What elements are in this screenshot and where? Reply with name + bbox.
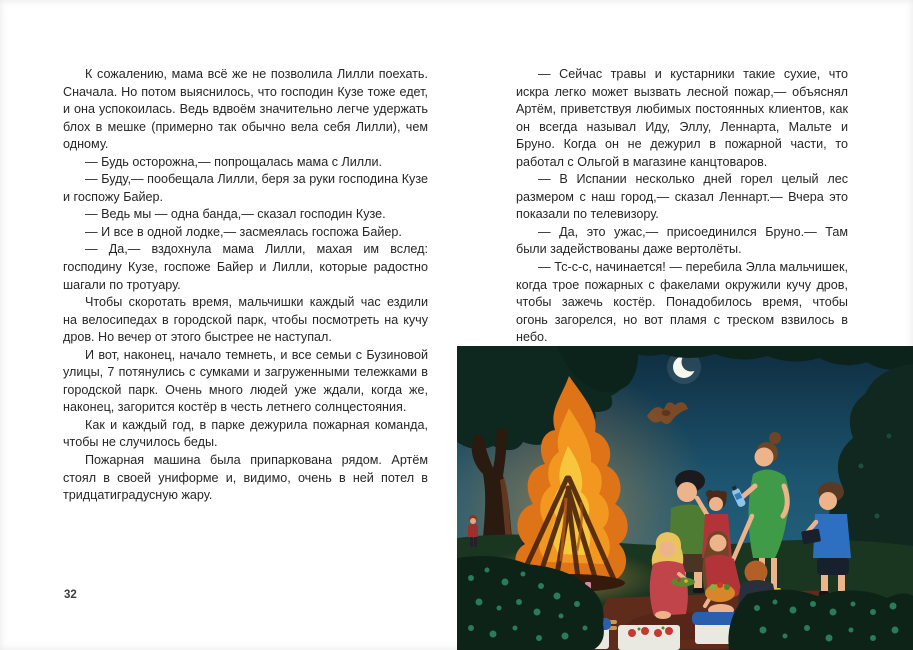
paragraph: Как и каждый год, в парке дежурила пожарная команда, чтобы не случилось беды. [63, 417, 428, 450]
left-page-text [63, 66, 428, 505]
paragraph: К сожалению, мама всё же не позволила Лилли поехать. Сначала. Но потом выяснилось, что господин Кузе тоже едет, и она успокоилась. Ведь вдвоём значительно легче удержать блох в мешке (примерно так обычно вела себя Лилли), чем одному. [63, 67, 428, 152]
paragraph: — Ведь мы — одна банда,— сказал господин Кузе. [85, 207, 386, 222]
paragraph: — Тс-с-с, начинается! — перебила Элла мальчишек, когда трое пожарных с факелами окружили кучу дров, чтобы зажечь костёр. Понадобилось время, чтобы огонь загорелся, но вот пламя с треском взвилось в небо. [516, 260, 848, 345]
page-number: 32 [64, 589, 77, 601]
bonfire-scene [457, 346, 913, 650]
paragraph: — И все в одной лодке,— засмеялась госпожа Байер. [85, 224, 402, 239]
paragraph: — Сейчас травы и кустарники такие сухие, что искра легко может вызвать лесной пожар,— объяснял Артём, приветствуя любимых постоянных клиентов, как он всегда называл Иду, Эллу, Леннарта, Мальте и Бруно. Когда он не дежурил в пожарной части, то работал с Ольгой в магазине канцтоваров. [516, 67, 848, 169]
paragraph: И вот, наконец, начало темнеть, и все семьи с Бузиновой улицы, 7 потянулись с сумками и загруженными тележками в городской парк. Очень много людей уже ждали, когда же, наконец, загорится костёр в честь летнего солнцестояния. [63, 347, 428, 415]
strawberry-box [618, 625, 680, 650]
paragraph: — Да, это ужас,— присоединился Бруно.— Там были задействованы даже вертолёты. [516, 224, 848, 257]
paragraph: — Буду,— пообещала Лилли, беря за руки господина Кузе и госпожу Байер. [63, 172, 428, 204]
bonfire-illustration [457, 346, 913, 650]
paragraph: Пожарная машина была припаркована рядом. Артём стоял в своей униформе и, видимо, очень в ней потел в тридцатиградусную жару. [63, 453, 428, 503]
right-page-text [516, 66, 848, 347]
paragraph: Чтобы скоротать время, мальчишки каждый час ездили на велосипедах в городской парк, чтобы посмотреть на кучу дров. Но вечер от этого быстрее не наступал. [63, 295, 428, 345]
paragraph: — Будь осторожна,— попрощалась мама с Лилли. [85, 154, 383, 169]
paragraph: — В Испании несколько дней горел целый лес размером с наш город,— сказал Леннарт.— Вчера это показали по телевизору. [516, 172, 848, 222]
paragraph: — Да,— вздохнула мама Лилли, махая им вслед: господину Кузе, госпоже Байер и Лилли, которые радостно шагали по тротуару. [63, 242, 428, 292]
